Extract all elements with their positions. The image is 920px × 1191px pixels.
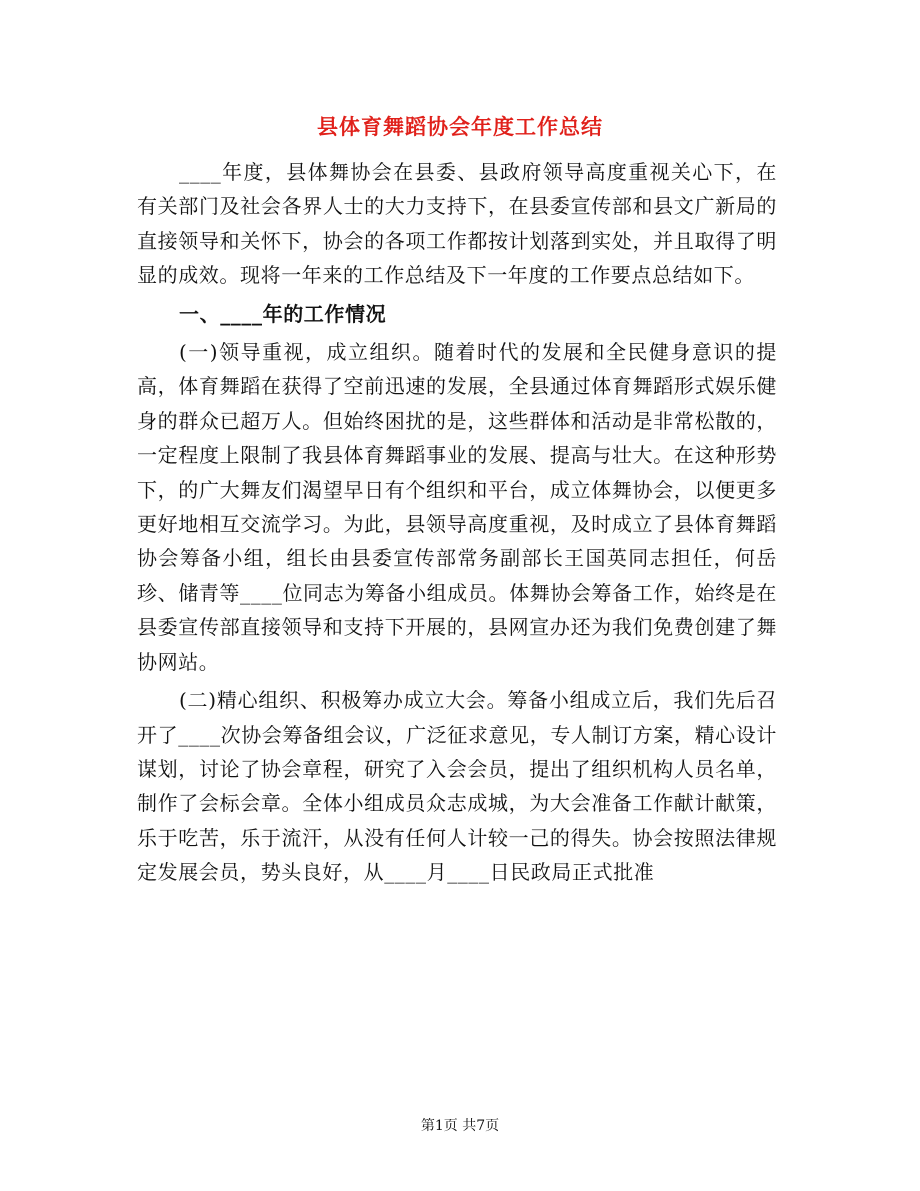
document-title: 县体育舞蹈协会年度工作总结 [317,114,603,139]
intro-paragraph: ____年度，县体舞协会在县委、县政府领导高度重视关心下，在有关部门及社会各界人士的大力支持下，在县委宣传部和县文广新局的直接领导和关怀下，协会的各项工作都按计划落到实处，并且取得了明显的成效。现将一年来的工作总结及下一年度的工作要点总结如下。 [137,160,777,288]
paragraph-leadership: (一)领导重视，成立组织。随着时代的发展和全民健身意识的提高，体育舞蹈在获得了空前迅速的发展，全县通过体育舞蹈形式娱乐健身的群众已超万人。但始终困扰的是，这些群体和活动是非常松散的，一定程度上限制了我县体育舞蹈事业的发展、提高与壮大。在这种形势下，的广大舞友们渴望早日有个组织和平台，成立体舞协会，以便更多更好地相互交流学习。为此，县领导高度重视，及时成立了县体育舞蹈协会筹备小组，组长由县委宣传部常务副部长王国英同志担任，何岳珍、储青等____位同志为筹备小组成员。体舞协会筹备工作，始终是在县委宣传部直接领导和支持下开展的，县网宣办还为我们免费创建了舞协网站。 [137,340,777,674]
document-body [137,155,777,890]
page-number-footer: 第1页 共7页 [420,1118,500,1134]
paragraph-organization: (二)精心组织、积极筹办成立大会。筹备小组成立后，我们先后召开了____次协会筹备组会议，广泛征求意见，专人制订方案，精心设计谋划，讨论了协会章程，研究了入会会员，提出了组织机构人员名单，制作了会标会章。全体小组成员众志成城，为大会准备工作献计献策，乐于吃苦，乐于流汗，从没有任何人计较一己的得失。协会按照法律规定发展会员，势头良好，从____月____日民政局正式批准 [137,688,777,885]
section-heading: 一、____年的工作情况 [179,301,387,326]
